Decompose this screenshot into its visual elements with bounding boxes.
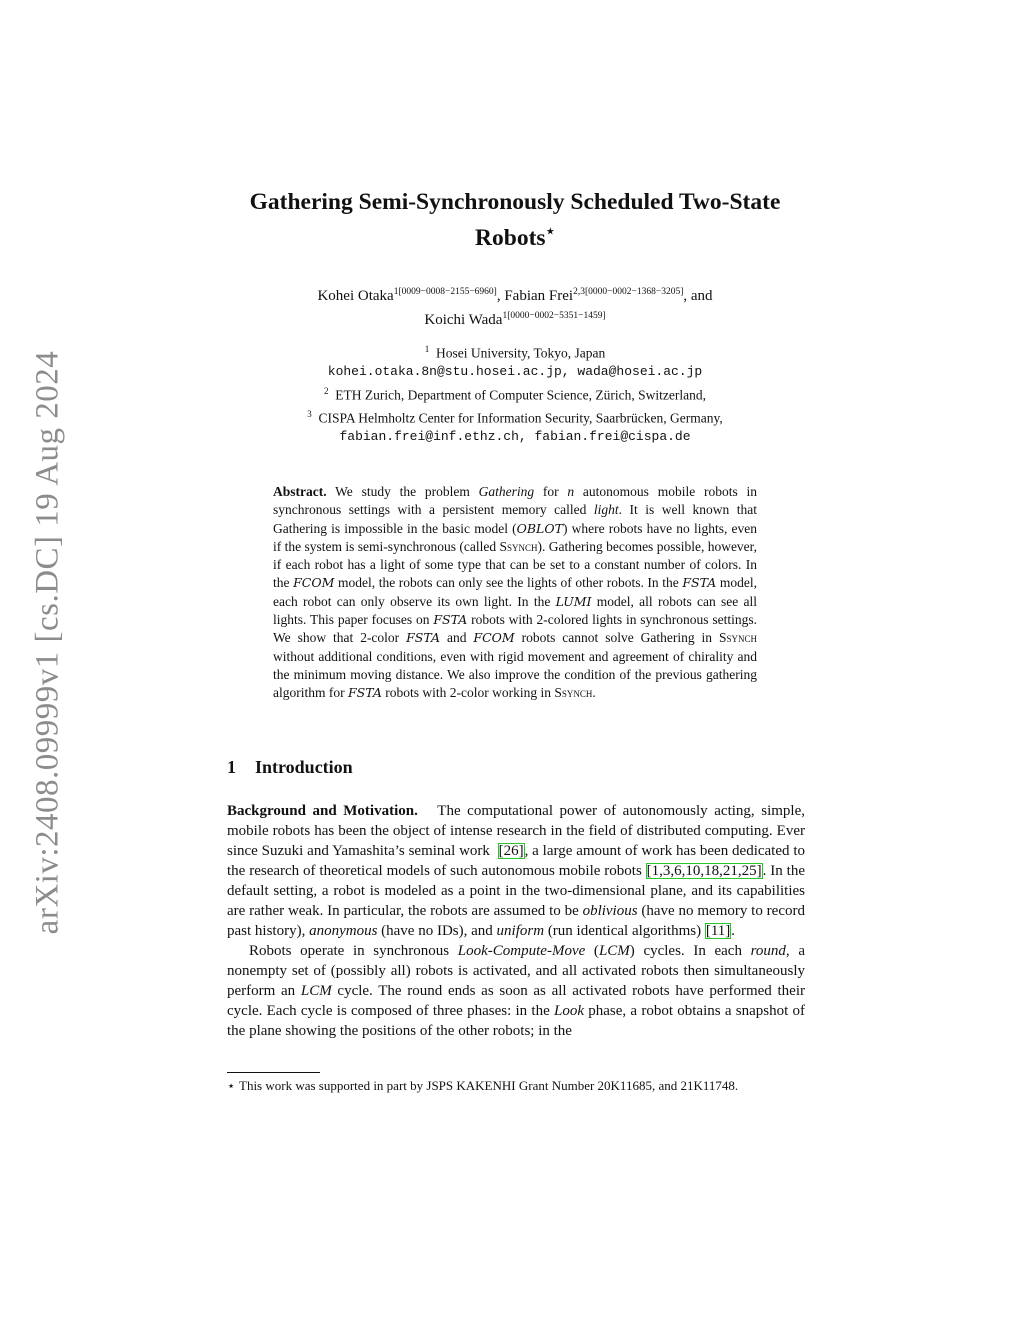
footnote-text: This work was supported in part by JSPS KAKENHI Grant Number 20K11685, and 21K11748. (239, 1078, 739, 1093)
email-line[interactable]: kohei.otaka.8n@stu.hosei.ac.jp, wada@hosei.ac.jp (327, 364, 703, 379)
footnote (227, 1077, 805, 1095)
section-heading (227, 757, 353, 778)
arxiv-sidebar (20, 345, 75, 940)
section-number: 1 (227, 757, 236, 777)
citation-link[interactable]: [26] (498, 843, 524, 859)
abstract-label: Abstract. (273, 484, 327, 499)
affiliation: $^3$ CISPA Helmholtz Center for Information Security, Saarbrücken, Germany, (307, 408, 723, 425)
affiliation: $^2$ ETH Zurich, Department of Computer Science, Zürich, Switzerland, (323, 385, 706, 402)
author-affiliation-orcid: 1[0009−0008−2155−6960] (393, 287, 497, 297)
author-name: Koichi Wada (424, 312, 503, 328)
author-name: Fabian Frei (504, 288, 574, 304)
arxiv-identifier: arXiv:2408.09999v1 [cs.DC] 19 Aug 2024 (29, 350, 66, 935)
author-affiliation-orcid: 1[0000−0002−5351−1459] (502, 311, 606, 321)
citation-link[interactable]: [1,3,6,10,18,21,25] (646, 863, 762, 879)
footnote-divider (227, 1072, 320, 1073)
section-title: Introduction (255, 757, 353, 777)
title-line-1: Gathering Semi-Synchronously Scheduled Two-State (249, 189, 781, 215)
paragraph: Background and Motivation. The computational power of autonomously acting, simple, mobile robots has been the object of intense research in the field of distributed computing. Ever since Suzuki and Yamashita’s seminal work [26], a large amount of work has been dedicated to the research of theoretical models of such autonomous mobile robots [1,3,6,10,18,21,25]. In the default setting, a robot is modeled as a point in the two-dimensional plane, and its capabilities are rather weak. In particular, the robots are assumed to be oblivious (have no memory to record past history), anonymous (have no IDs), and uniform (run identical algorithms) [11]. (227, 803, 809, 939)
affiliation: $^1$ Hosei University, Tokyo, Japan (424, 344, 606, 361)
email-line[interactable]: fabian.frei@inf.ethz.ch, fabian.frei@cispa.de (339, 428, 691, 444)
body-text (227, 801, 809, 1041)
paper-title (230, 187, 800, 253)
footnote-mark: ⋆ (227, 1078, 236, 1093)
title-footnote-star: ⋆ (545, 224, 555, 240)
author-list: Kohei Otaka$^{1[0009-0008-2155-6960]}$, Fabian Frei$^{2,3[0000-0002-1368-3205]}$, and Koichi Wada$^{1[0000-0002-5351-1459]}$ (317, 287, 713, 328)
citation-link[interactable]: [11] (705, 923, 731, 939)
paragraph-heading: Background and Motivation. (227, 803, 418, 819)
author-affiliation-orcid: 2,3[0000−0002−1368−3205] (573, 287, 684, 297)
abstract: Abstract. We study the problem Gathering for n autonomous mobile robots in synchronous settings with a persistent memory called light. It is well known that Gathering is impossible in the basic model (OBLOT) where robots have no lights, even if the system is semi-synchronous (called Ssynch). Gathering becomes possible, however, if each robot has a light of some type that can be set to a constant number of colors. In the FCOM model, the robots can only see the lights of other robots. In the FSTA model, each robot can only observe its own light. In the LUMI model, all robots can see all lights. This paper focuses on FSTA robots with 2-colored lights in synchronous settings. We show that 2-color FSTA and FCOM robots cannot solve Gathering in Ssynch without additional conditions, even with rigid movement and agreement of chirality and the minimum moving distance. We also improve the condition of the previous gathering algorithm for FSTA robots with 2-color working in Ssynch. (273, 484, 758, 701)
title-line-2: Robots (475, 224, 546, 251)
paragraph: Robots operate in synchronous Look-Compute-Move (LCM) cycles. In each round, a nonempty set of (possibly all) robots is activated, and all activated robots then simultaneously perform an LCM cycle. The round ends as soon as all activated robots have performed their cycle. Each cycle is composed of three phases: in the Look phase, a robot obtains a snapshot of the plane showing the positions of the other robots; in the (227, 943, 806, 1039)
author-name: Kohei Otaka (317, 288, 394, 304)
affiliations (230, 340, 800, 446)
